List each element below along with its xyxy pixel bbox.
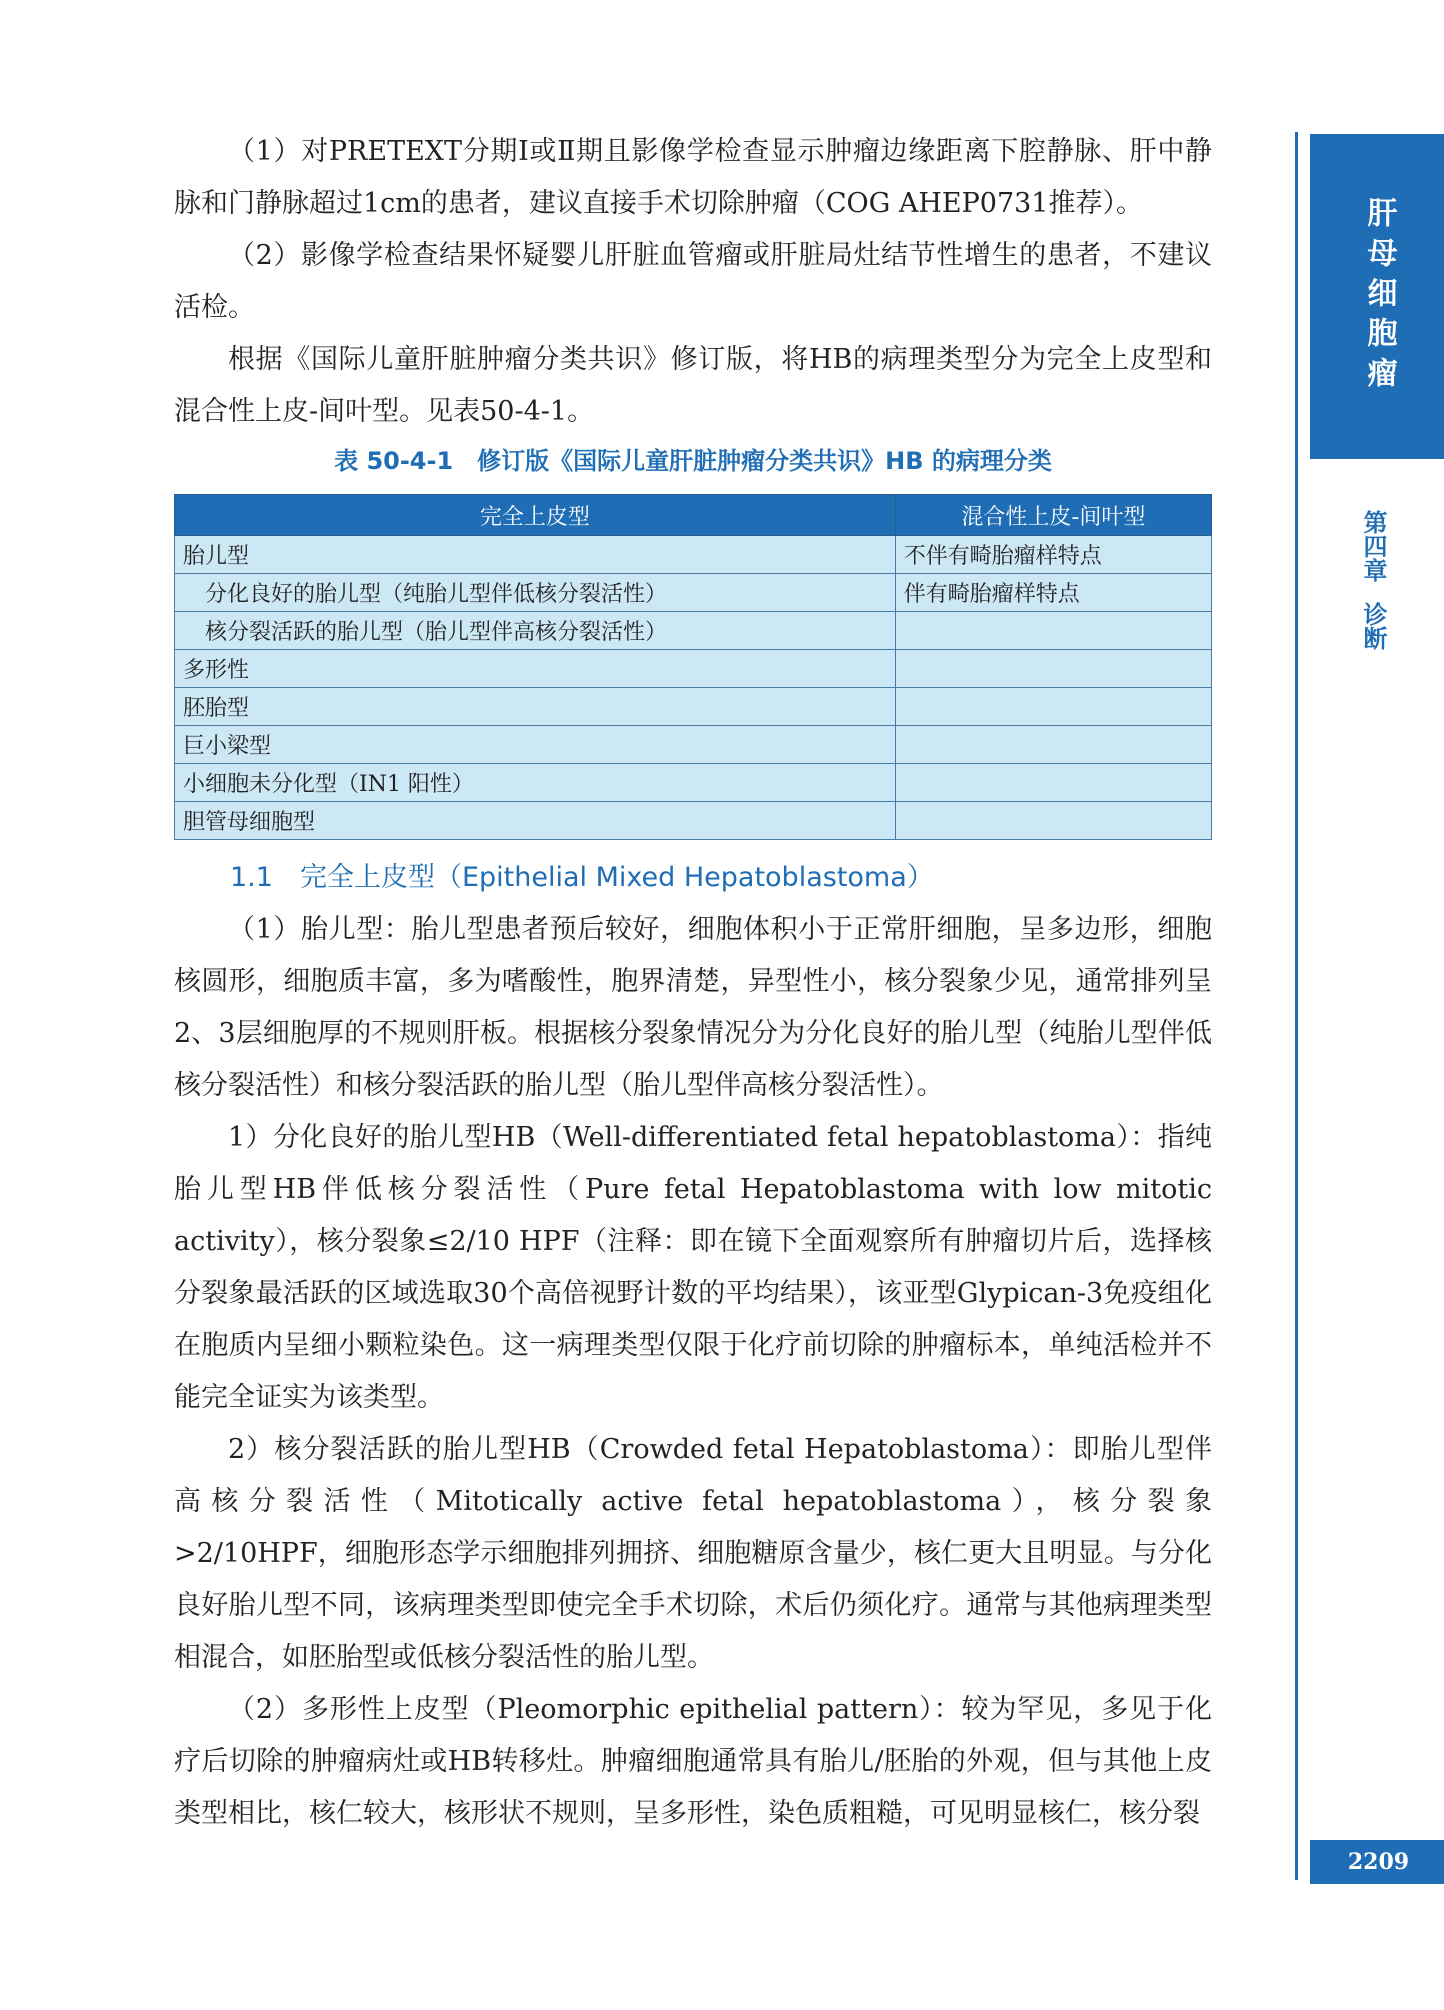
- table-cell: [895, 650, 1211, 688]
- table-row: [175, 536, 1212, 574]
- table-title: 表 50-4-1 修订版《国际儿童肝脏肿瘤分类共识》HB 的病理分类: [334, 447, 1052, 475]
- table-cell: 核分裂活跃的胎儿型（胎儿型伴高核分裂活性）: [175, 612, 896, 650]
- table-cell: 胆管母细胞型: [175, 802, 896, 840]
- table-row: [175, 764, 1212, 802]
- paragraph: 2）核分裂活跃的胎儿型HB（Crowded fetal Hepatoblastoma）：即胎儿型伴高核分裂活性（Mitotically active fetal hepatoblastoma），核分裂象>2/10HPF，细胞形态学示细胞排列拥挤、细胞糖原含量少，核仁更大且明显。与分化良好胎儿型不同，该病理类型即使完全手术切除，术后仍须化疗。通常与其他病理类型相混合，如胚胎型或低核分裂活性的胎儿型。: [174, 1434, 1212, 1673]
- table-row: [175, 650, 1212, 688]
- paragraph: （1）胎儿型：胎儿型患者预后较好，细胞体积小于正常肝细胞，呈多边形，细胞核圆形，细胞质丰富，多为嗜酸性，胞界清楚，异型性小，核分裂象少见，通常排列呈2、3层细胞厚的不规则肝板。根据核分裂象情况分为分化良好的胎儿型（纯胎儿型伴低核分裂活性）和核分裂活跃的胎儿型（胎儿型伴高核分裂活性）。: [174, 914, 1212, 1101]
- page-number: 2209: [1310, 1840, 1444, 1884]
- table-row: [175, 612, 1212, 650]
- table-cell: [895, 612, 1211, 650]
- margin-rule: [1295, 132, 1298, 1880]
- paragraph: （1）对PRETEXT分期Ⅰ或Ⅱ期且影像学检查显示肿瘤边缘距离下腔静脉、肝中静脉和门静脉超过1cm的患者，建议直接手术切除肿瘤（COG AHEP0731推荐）。: [174, 136, 1212, 219]
- table-cell: 胎儿型: [175, 536, 896, 574]
- pathology-table: [174, 494, 1212, 840]
- table-cell: [895, 688, 1211, 726]
- table-row: [175, 802, 1212, 840]
- table-header-cell: 混合性上皮-间叶型: [895, 495, 1211, 536]
- table-cell: 伴有畸胎瘤样特点: [895, 574, 1211, 612]
- table-cell: 胚胎型: [175, 688, 896, 726]
- chapter-number: 第四章: [1359, 510, 1387, 582]
- chapter-label: [1343, 510, 1403, 650]
- section-heading: 1.1 完全上皮型（Epithelial Mixed Hepatoblastoma）: [230, 862, 934, 893]
- table-cell: 不伴有畸胎瘤样特点: [895, 536, 1211, 574]
- paragraph: 1）分化良好的胎儿型HB（Well-differentiated fetal hepatoblastoma）：指纯胎儿型HB伴低核分裂活性（Pure fetal Hepatoblastoma with low mitotic activity），核分裂象≤2/10 HPF（注释：即在镜下全面观察所有肿瘤切片后，选择核分裂象最活跃的区域选取30个高倍视野计数的平均结果），该亚型Glypican-3免疫组化在胞质内呈细小颗粒染色。这一病理类型仅限于化疗前切除的肿瘤标本，单纯活检并不能完全证实为该类型。: [174, 1122, 1212, 1413]
- table-cell: 小细胞未分化型（IN1 阳性）: [175, 764, 896, 802]
- chapter-tab-label: 肝母细胞瘤: [1361, 196, 1397, 397]
- paragraph: 根据《国际儿童肝脏肿瘤分类共识》修订版，将HB的病理类型分为完全上皮型和混合性上皮-间叶型。见表50-4-1。: [174, 344, 1212, 427]
- table-header-row: [175, 495, 1212, 536]
- table-cell: [895, 802, 1211, 840]
- table-row: [175, 574, 1212, 612]
- table-row: [175, 688, 1212, 726]
- paragraph: （2）多形性上皮型（Pleomorphic epithelial pattern）：较为罕见，多见于化疗后切除的肿瘤病灶或HB转移灶。肿瘤细胞通常具有胎儿/胚胎的外观，但与其他上皮类型相比，核仁较大，核形状不规则，呈多形性，染色质粗糙，可见明显核仁，核分裂: [174, 1694, 1212, 1829]
- table-cell: 分化良好的胎儿型（纯胎儿型伴低核分裂活性）: [175, 574, 896, 612]
- paragraph: （2）影像学检查结果怀疑婴儿肝脏血管瘤或肝脏局灶结节性增生的患者，不建议活检。: [174, 240, 1212, 323]
- table-cell: [895, 764, 1211, 802]
- page-content: [174, 126, 1212, 1840]
- table-row: [175, 726, 1212, 764]
- table-cell: [895, 726, 1211, 764]
- table-cell: 多形性: [175, 650, 896, 688]
- chapter-title: 诊断: [1359, 602, 1387, 650]
- chapter-tab: [1310, 134, 1444, 459]
- table-cell: 巨小梁型: [175, 726, 896, 764]
- table-header-cell: 完全上皮型: [175, 495, 896, 536]
